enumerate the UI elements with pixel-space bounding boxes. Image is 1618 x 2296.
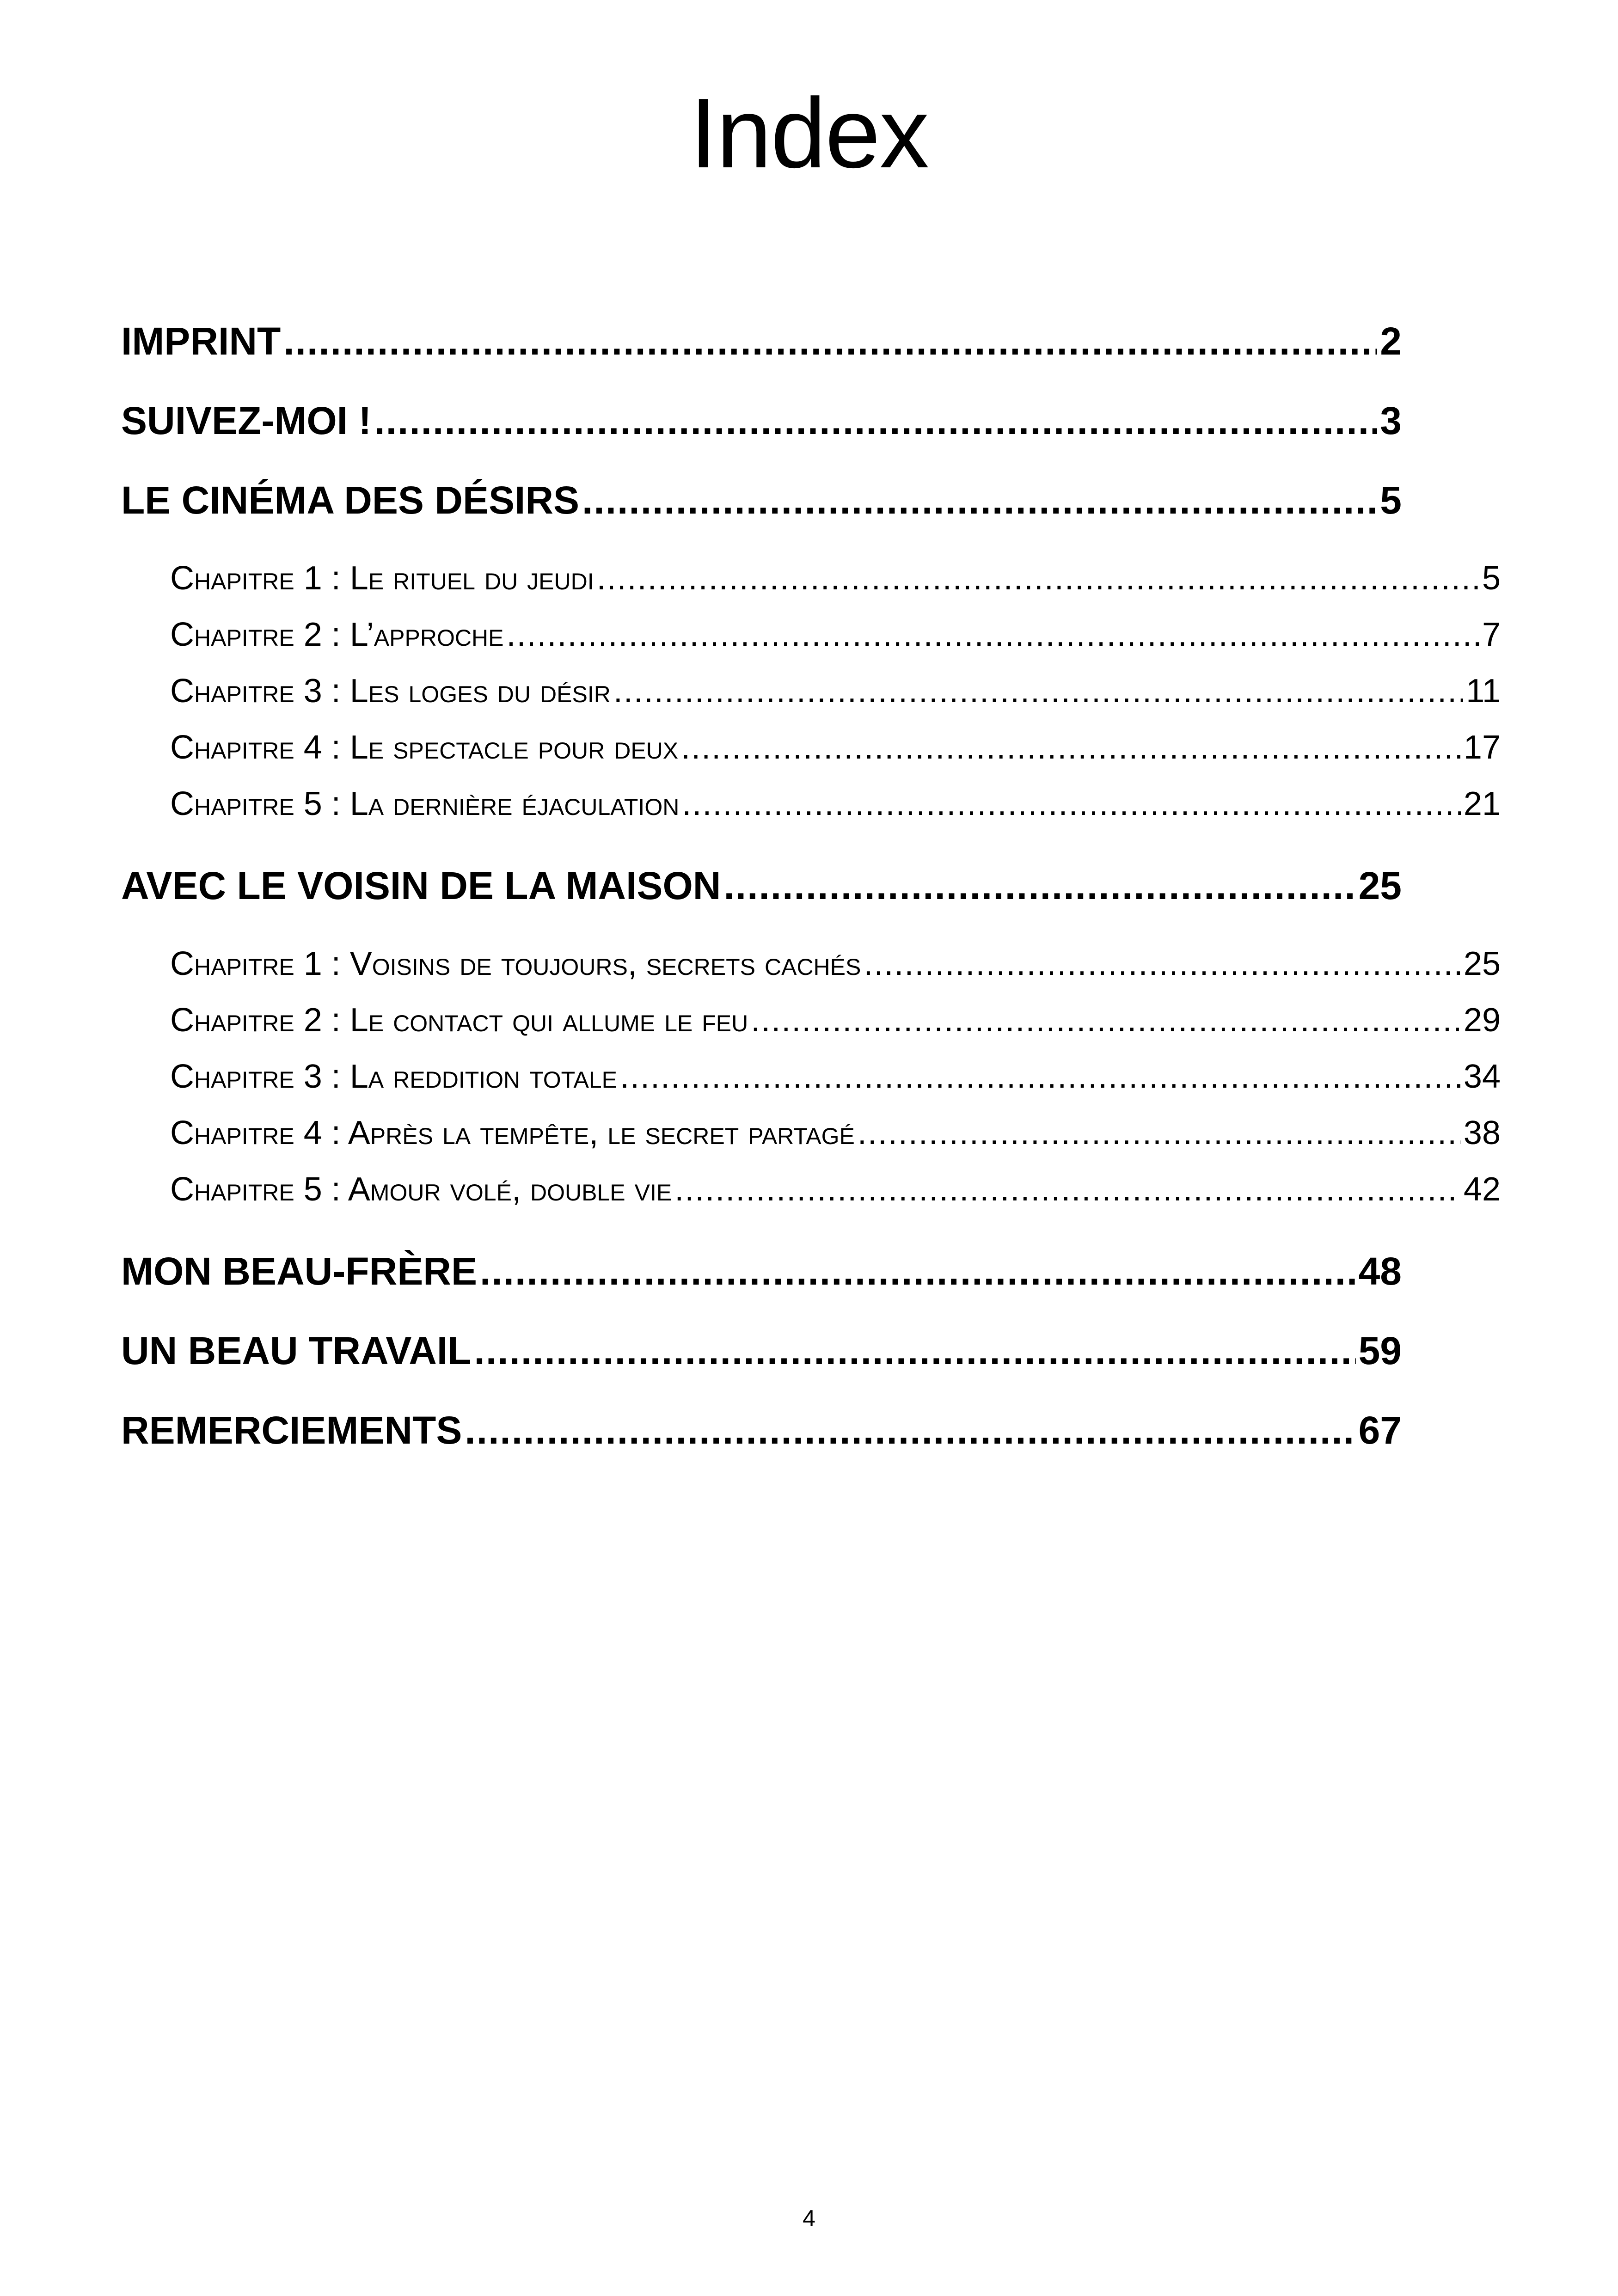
dot-leader bbox=[582, 478, 1377, 523]
toc-entry-label: SUIVEZ-MOI ! bbox=[121, 399, 372, 442]
toc-chapter-label: Chapitre 1 : Le rituel du jeudi bbox=[170, 560, 594, 597]
dot-leader bbox=[474, 1329, 1356, 1373]
toc-chapter-entry[interactable] bbox=[170, 1058, 1501, 1102]
dot-leader bbox=[681, 729, 1461, 766]
toc-chapter-label: Chapitre 4 : Après la tempête, le secret partagé bbox=[170, 1114, 855, 1151]
toc-entry-mon-beau-frere[interactable] bbox=[121, 1249, 1402, 1300]
dot-leader bbox=[682, 785, 1461, 823]
toc-entry-label: REMERCIEMENTS bbox=[121, 1408, 462, 1452]
toc-chapter-page: 5 bbox=[1482, 560, 1501, 597]
toc-chapter-page: 29 bbox=[1463, 1002, 1501, 1039]
toc-chapter-label: Chapitre 1 : Voisins de toujours, secrets cachés bbox=[170, 945, 861, 982]
toc-entry-label: UN BEAU TRAVAIL bbox=[121, 1329, 472, 1372]
toc-chapter-label: Chapitre 2 : L’approche bbox=[170, 616, 504, 653]
toc-chapter-entry[interactable] bbox=[170, 559, 1501, 603]
toc-entry-avec-le-voisin[interactable] bbox=[121, 863, 1402, 914]
toc-chapter-label: Chapitre 5 : La dernière éjaculation bbox=[170, 785, 680, 822]
dot-leader bbox=[283, 319, 1377, 364]
toc-entry-remerciements[interactable] bbox=[121, 1408, 1402, 1459]
toc-entry-label: LE CINÉMA DES DÉSIRS bbox=[121, 478, 580, 522]
toc-entry-suivez-moi[interactable] bbox=[121, 398, 1402, 449]
dot-leader bbox=[723, 863, 1355, 908]
toc-chapter-page: 17 bbox=[1463, 729, 1501, 766]
toc-chapter-label: Chapitre 2 : Le contact qui allume le feu bbox=[170, 1002, 748, 1039]
toc-entry-label: IMPRINT bbox=[121, 319, 281, 363]
toc-chapter-label: Chapitre 4 : Le spectacle pour deux bbox=[170, 729, 679, 766]
dot-leader bbox=[480, 1249, 1356, 1294]
page-title: Index bbox=[690, 77, 928, 189]
toc-entry-page: 5 bbox=[1380, 478, 1402, 522]
toc-entry-page: 59 bbox=[1358, 1329, 1402, 1372]
dot-leader bbox=[506, 616, 1479, 654]
toc-chapter-page: 7 bbox=[1482, 616, 1501, 653]
page-number: 4 bbox=[803, 2205, 815, 2231]
toc-entry-page: 3 bbox=[1380, 399, 1402, 442]
toc-chapter-label: Chapitre 3 : La reddition totale bbox=[170, 1058, 618, 1095]
toc-entry-page: 2 bbox=[1380, 319, 1402, 363]
toc-chapter-page: 34 bbox=[1463, 1058, 1501, 1095]
toc-chapter-page: 42 bbox=[1463, 1171, 1501, 1208]
toc-chapter-entry[interactable] bbox=[170, 785, 1501, 829]
toc-entry-page: 48 bbox=[1358, 1249, 1402, 1293]
toc-chapter-entry[interactable] bbox=[170, 672, 1501, 716]
toc-chapter-entry[interactable] bbox=[170, 945, 1501, 989]
toc-entry-page: 67 bbox=[1358, 1408, 1402, 1452]
dot-leader bbox=[613, 672, 1463, 710]
dot-leader bbox=[864, 945, 1461, 983]
toc-chapter-page: 25 bbox=[1463, 945, 1501, 982]
toc-entry-label: AVEC LE VOISIN DE LA MAISON bbox=[121, 864, 721, 907]
toc-entry-page: 25 bbox=[1358, 864, 1402, 907]
toc-chapter-entry[interactable] bbox=[170, 616, 1501, 660]
toc-chapter-entry[interactable] bbox=[170, 1114, 1501, 1158]
toc-chapter-page: 21 bbox=[1463, 785, 1501, 822]
toc-entry-cinema-des-desirs[interactable] bbox=[121, 478, 1402, 529]
dot-leader bbox=[858, 1114, 1461, 1152]
toc-entry-label: MON BEAU-FRÈRE bbox=[121, 1249, 477, 1293]
toc-chapter-label: Chapitre 3 : Les loges du désir bbox=[170, 673, 611, 710]
toc-chapter-page: 11 bbox=[1466, 673, 1501, 710]
toc-chapter-label: Chapitre 5 : Amour volé, double vie bbox=[170, 1171, 672, 1208]
toc-chapter-entry[interactable] bbox=[170, 1001, 1501, 1045]
toc-entry-un-beau-travail[interactable] bbox=[121, 1329, 1402, 1379]
dot-leader bbox=[620, 1058, 1461, 1096]
dot-leader bbox=[465, 1408, 1355, 1453]
toc-chapter-entry[interactable] bbox=[170, 729, 1501, 772]
dot-leader bbox=[674, 1170, 1461, 1208]
dot-leader bbox=[597, 559, 1479, 597]
toc-entry-imprint[interactable] bbox=[121, 319, 1402, 370]
toc-chapter-entry[interactable] bbox=[170, 1170, 1501, 1214]
dot-leader bbox=[751, 1001, 1461, 1039]
dot-leader bbox=[374, 398, 1377, 443]
toc-chapter-page: 38 bbox=[1463, 1114, 1501, 1151]
